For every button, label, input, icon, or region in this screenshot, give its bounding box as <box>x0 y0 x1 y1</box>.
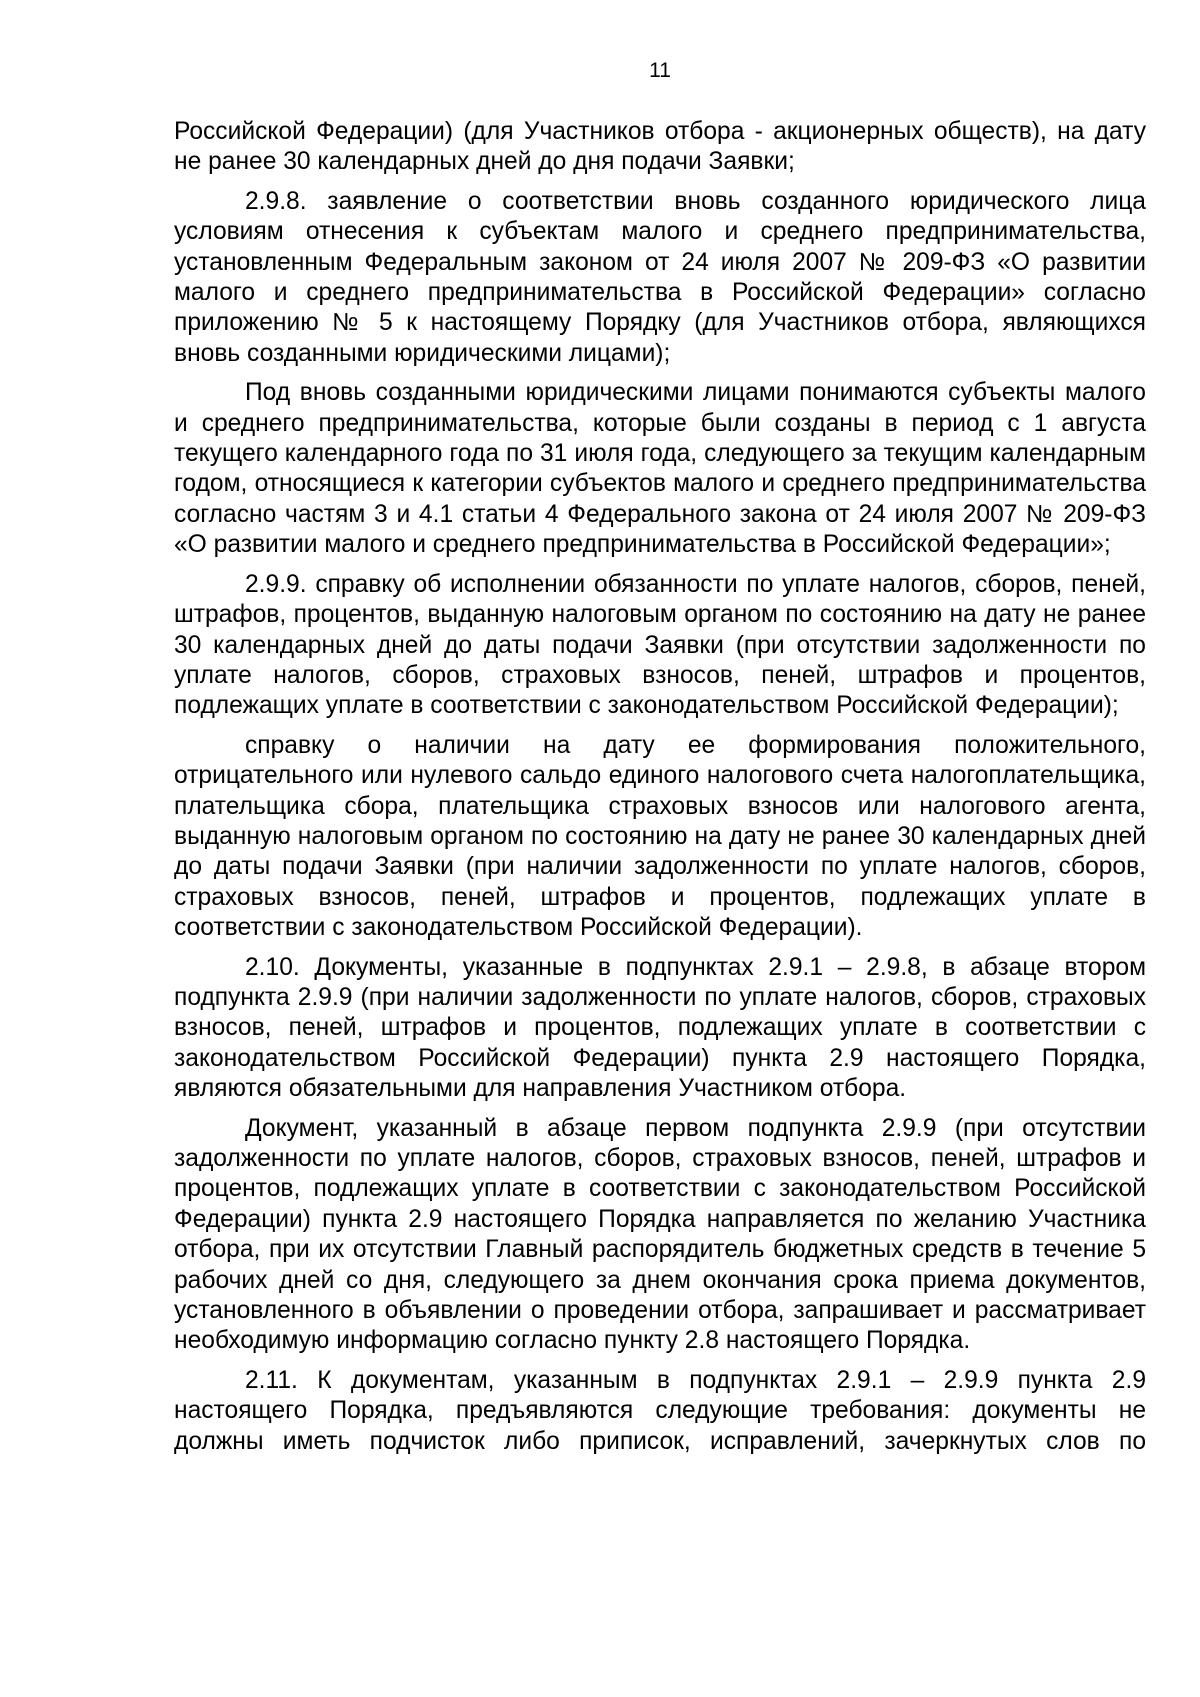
paragraph-tax-balance-certificate: справку о наличии на дату ее формирования положительного, отрицательного или нулевого сальдо единого налогового счета налогоплательщика, плательщика сбора, плательщика страховых взносов или налогового агента, выданную налоговым органом по состоянию на дату не ранее 30 календарных дней до даты подачи Заявки (при наличии задолженности по уплате налогов, сборов, страховых взносов, пеней, штрафов и процентов, подлежащих уплате в соответствии с законодательством Российской Федерации). <box>174 731 1146 942</box>
paragraph-2-9-9: 2.9.9. справку об исполнении обязанности по уплате налогов, сборов, пеней, штрафов, процентов, выданную налоговым органом по состоянию на дату не ранее 30 календарных дней до даты подачи Заявки (при отсутствии задолженности по уплате налогов, сборов, страховых взносов, пеней, штрафов и процентов, подлежащих уплате в соответствии с законодательством Российской Федерации); <box>174 570 1146 720</box>
paragraph-2-11: 2.11. К документам, указанным в подпунктах 2.9.1 – 2.9.9 пункта 2.9 настоящего Порядка, предъявляются следующие требования: документы не должны иметь подчисток либо приписок, исправлений, зачеркнутых слов по <box>174 1366 1146 1455</box>
paragraph-new-legal-entities: Под вновь созданными юридическими лицами понимаются субъекты малого и среднего предпринимательства, которые были созданы в период с 1 августа текущего календарного года по 31 июля года, следующего за текущим календарным годом, относящиеся к категории субъектов малого и среднего предпринимательства согласно частям 3 и 4.1 статьи 4 Федерального закона от 24 июля 2007 № 209-ФЗ «О развитии малого и среднего предпринимательства в Российской Федерации»; <box>174 379 1146 559</box>
paragraph-continuation: Российской Федерации) (для Участников отбора - акционерных обществ), на дату не ранее 30 календарных дней до дня подачи Заявки; <box>174 118 1146 176</box>
paragraph-2-9-8: 2.9.8. заявление о соответствии вновь созданного юридического лица условиям отнесения к субъектам малого и среднего предпринимательства, установленным Федеральным законом от 24 июля 2007 № 209-ФЗ «О развитии малого и среднего предпринимательства в Российской Федерации» согласно приложению № 5 к настоящему Порядку (для Участников отбора, являющихся вновь созданными юридическими лицами); <box>174 187 1146 367</box>
document-body <box>174 117 1146 1457</box>
paragraph-2-10: 2.10. Документы, указанные в подпунктах 2.9.1 – 2.9.8, в абзаце втором подпункта 2.9.9 (при наличии задолженности по уплате налогов, сборов, страховых взносов, пеней, штрафов и процентов, подлежащих уплате в соответствии с законодательством Российской Федерации) пункта 2.9 настоящего Порядка, являются обязательными для направления Участником отбора. <box>174 953 1146 1103</box>
paragraph-optional-document: Документ, указанный в абзаце первом подпункта 2.9.9 (при отсутствии задолженности по уплате налогов, сборов, страховых взносов, пеней, штрафов и процентов, подлежащих уплате в соответствии с законодательством Российской Федерации) пункта 2.9 настоящего Порядка направляется по желанию Участника отбора, при их отсутствии Главный распорядитель бюджетных средств в течение 5 рабочих дней со дня, следующего за днем окончания срока приема документов, установленного в объявлении о проведении отбора, запрашивает и рассматривает необходимую информацию согласно пункту 2.8 настоящего Порядка. <box>174 1114 1146 1355</box>
page-number: 11 <box>649 59 671 82</box>
